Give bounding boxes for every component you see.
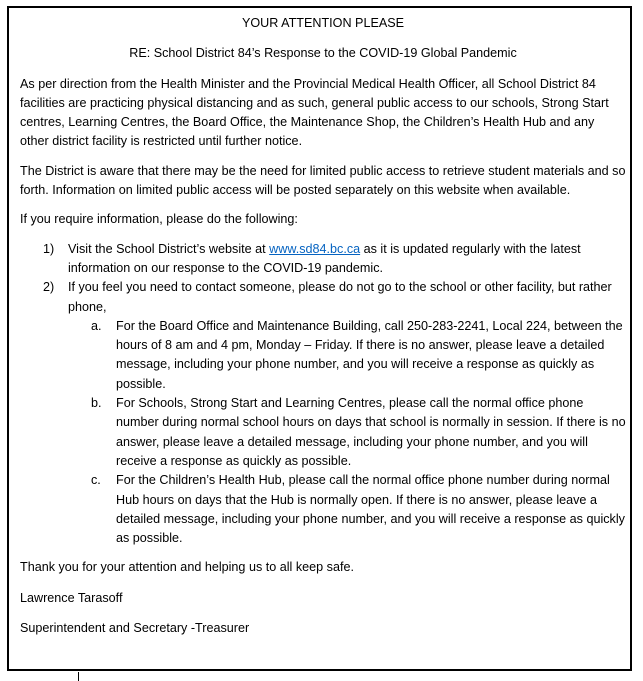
- sub-marker: c.: [91, 473, 101, 488]
- paragraph-instructions: If you require information, please do the following:: [20, 212, 298, 227]
- contact-item-board-office: [68, 317, 626, 394]
- notice-title: YOUR ATTENTION PLEASE: [241, 16, 405, 30]
- signatory-name: Lawrence Tarasoff: [20, 590, 123, 605]
- sub-text: For Schools, Strong Start and Learning Centres, please call the normal office phone number during normal school hours on days that school is normally in session. If there is no answer, please leave a detailed message, including your phone number, and you will receive a response as quickly as possible.: [116, 396, 626, 468]
- paragraph-limited-access: The District is aware that there may be the need for limited public access to retrieve student materials and so forth. Information on limited public access will be posted separately on this website when available.: [20, 163, 626, 198]
- contact-item-health-hub: [68, 471, 626, 548]
- contact-item-schools: [68, 394, 626, 471]
- step-text: Visit the School District’s website at: [68, 241, 270, 256]
- step-marker: 1): [43, 241, 55, 256]
- sub-text: For the Board Office and Maintenance Building, call 250-283-2241, Local 224, between the hours of 8 am and 4 pm, Monday – Friday. If there is no answer, please leave a detailed message, including your phone number, and you will receive a response as quickly as possible.: [116, 318, 623, 391]
- step-marker: 2): [43, 280, 55, 295]
- steps-list: [20, 240, 626, 549]
- district-website-link[interactable]: www.sd84.bc.ca: [269, 241, 361, 256]
- page-edge-mark: [78, 672, 79, 681]
- sub-marker: b.: [91, 396, 102, 411]
- sub-marker: a.: [91, 318, 102, 333]
- notice-frame: [7, 6, 632, 671]
- step-item-phone: [20, 278, 626, 548]
- step-item-visit-website: [20, 240, 626, 279]
- step-text: as it is updated regularly with the latest information on our response to the COVID-19 pandemic.: [68, 241, 581, 275]
- step-text: If you feel you need to contact someone, please do not go to the school or other facility, but rather phone,: [68, 280, 612, 314]
- signatory-title: Superintendent and Secretary -Treasurer: [20, 621, 250, 636]
- notice-body: [20, 14, 626, 638]
- paragraph-access-restriction: As per direction from the Health Minister and the Provincial Medical Health Officer, all School District 84 facilities are practicing physical distancing and as such, general public access to our schools, Strong Start centres, Learning Centres, the Board Office, the Maintenance Shop, the Children’s Health Hub and any other district facility is restricted until further notice.: [20, 76, 609, 149]
- notice-subject: RE: School District 84’s Response to the COVID-19 Global Pandemic: [129, 46, 517, 61]
- contact-sublist: [68, 317, 626, 549]
- closing-thanks: Thank you for your attention and helping us to all keep safe.: [20, 560, 354, 575]
- sub-text: For the Children’s Health Hub, please call the normal office phone number during normal Hub hours on days that the Hub is normally open. If there is no answer, please leave a detailed message, including your phone number, and you will receive a response as quickly as possible.: [116, 473, 625, 546]
